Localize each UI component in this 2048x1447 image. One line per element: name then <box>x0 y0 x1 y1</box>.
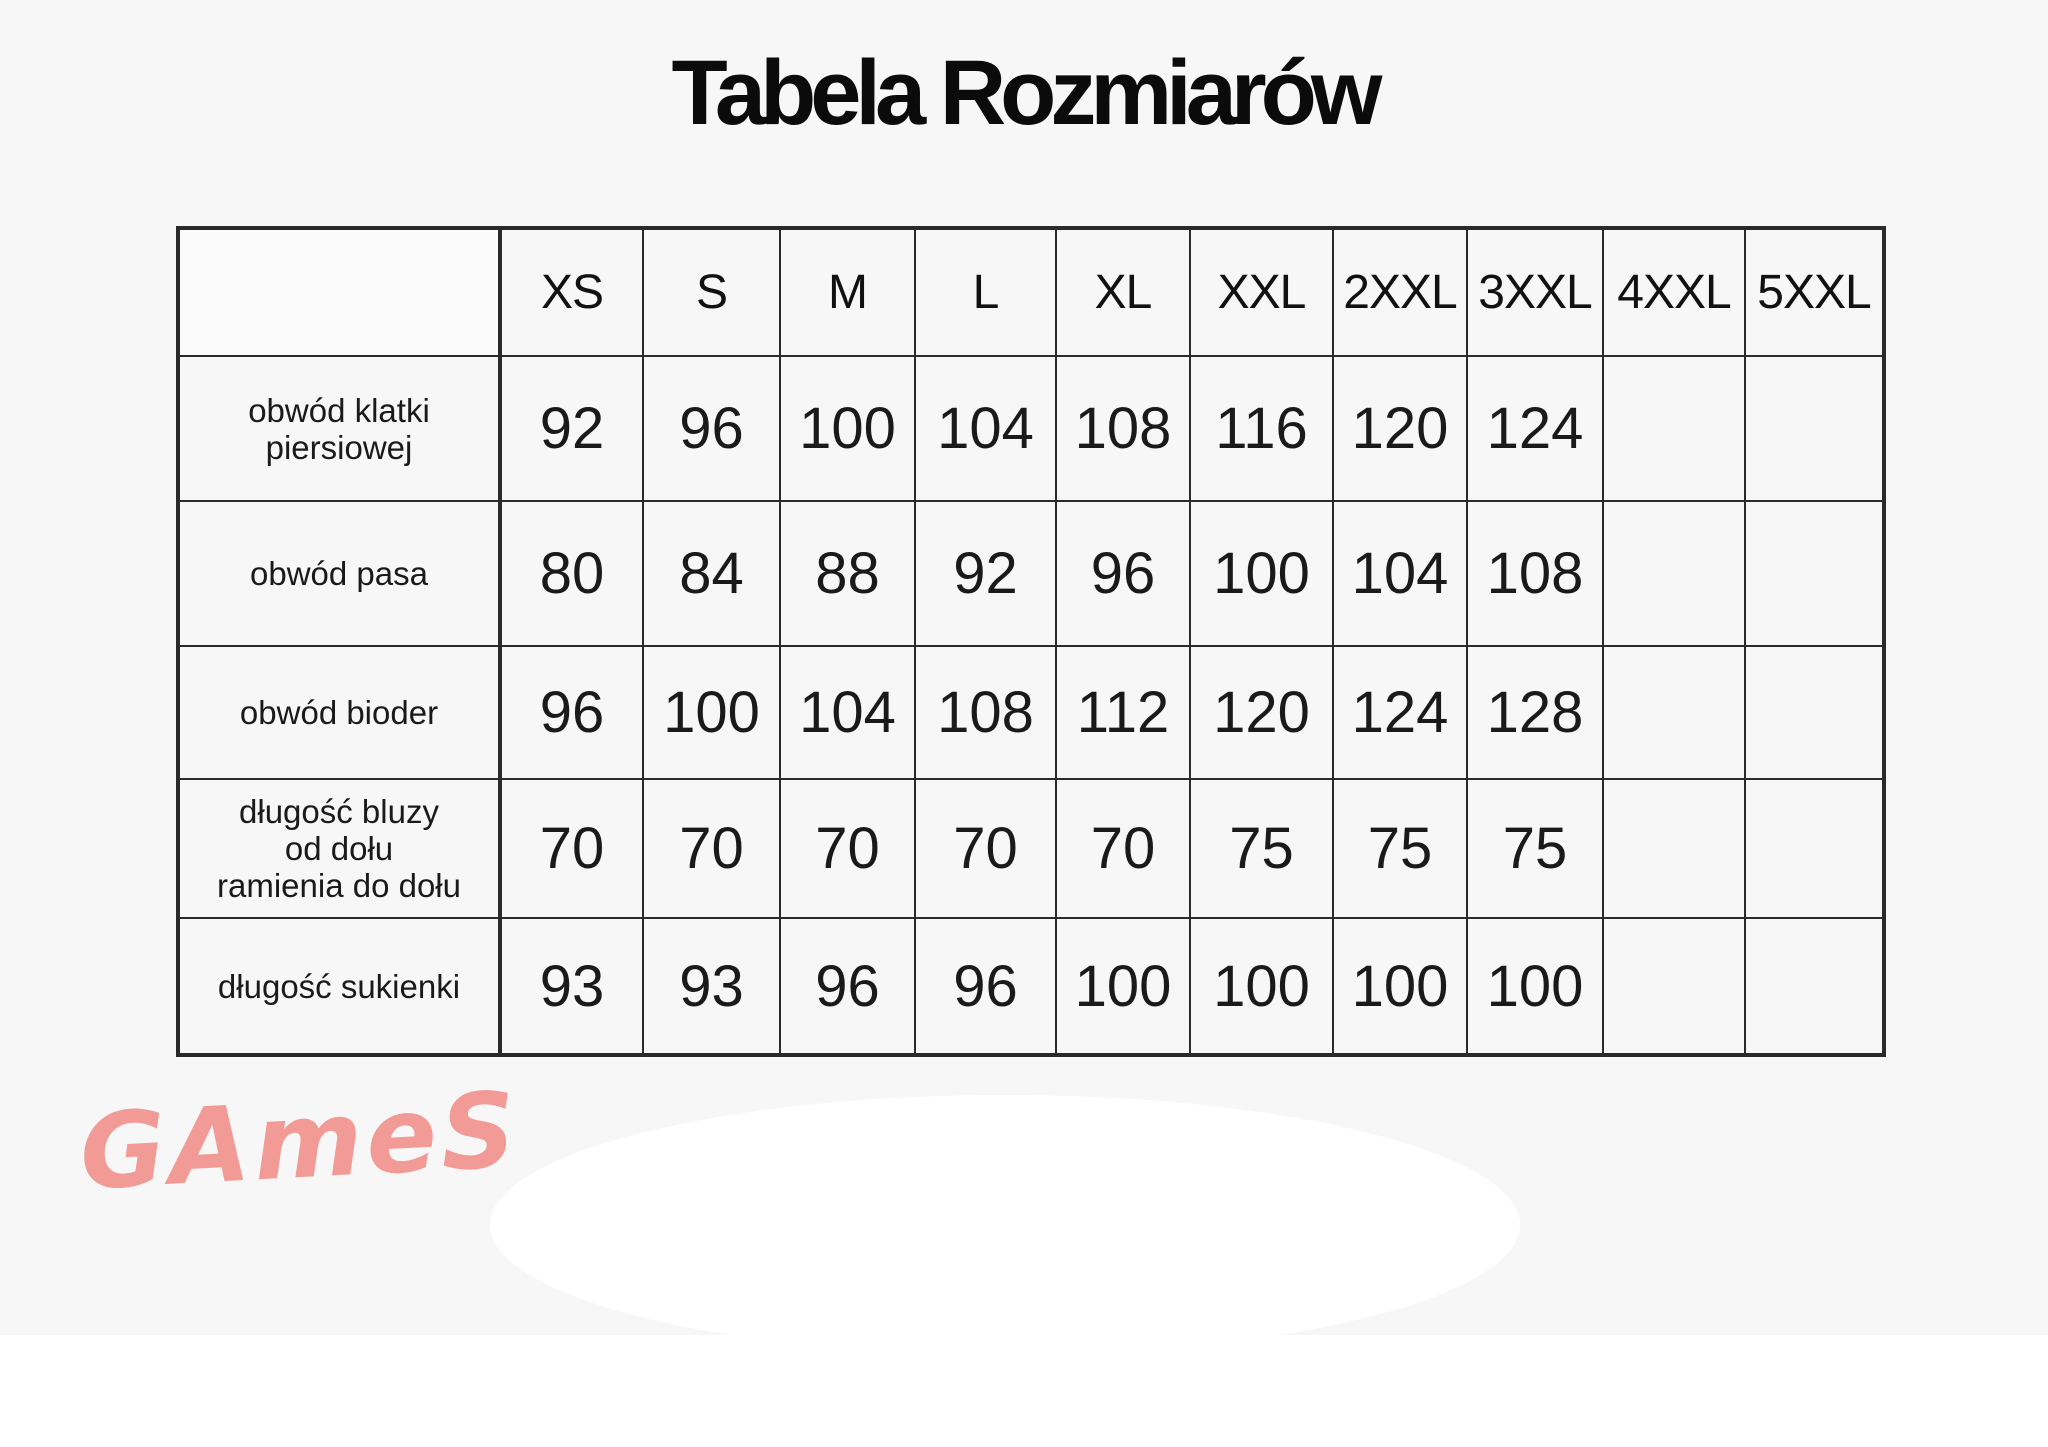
table-row <box>178 356 1884 501</box>
table-cell: 96 <box>780 918 915 1055</box>
table-cell: 100 <box>1333 918 1467 1055</box>
table-cell: 120 <box>1333 356 1467 501</box>
table-cell <box>1603 501 1745 646</box>
row-label-chest: obwód klatki piersiowej <box>178 356 500 501</box>
watermark-logo: GAmeS <box>77 1068 523 1214</box>
table-row <box>178 646 1884 779</box>
table-cell: 70 <box>500 779 643 918</box>
row-label-hips: obwód bioder <box>178 646 500 779</box>
table-cell: 93 <box>500 918 643 1055</box>
table-row <box>178 501 1884 646</box>
table-cell: 96 <box>500 646 643 779</box>
table-cell <box>1745 501 1884 646</box>
table-cell: 88 <box>780 501 915 646</box>
table-cell <box>1603 918 1745 1055</box>
page-title: Tabela Rozmiarów <box>671 42 1377 144</box>
table-cell: 92 <box>500 356 643 501</box>
size-chart-table <box>176 226 1886 1057</box>
table-cell: 108 <box>1056 356 1190 501</box>
table-cell: 100 <box>780 356 915 501</box>
table-cell: 104 <box>1333 501 1467 646</box>
table-cell <box>1745 779 1884 918</box>
table-cell: 92 <box>915 501 1056 646</box>
table-cell: 80 <box>500 501 643 646</box>
table-cell: 75 <box>1190 779 1333 918</box>
table-cell: 124 <box>1467 356 1603 501</box>
table-cell: 108 <box>915 646 1056 779</box>
size-header-m: M <box>780 228 915 356</box>
table-cell: 116 <box>1190 356 1333 501</box>
size-header-5xxl: 5XXL <box>1745 228 1884 356</box>
white-blot <box>490 1095 1520 1355</box>
size-header-l: L <box>915 228 1056 356</box>
table-cell <box>1745 646 1884 779</box>
table-cell: 70 <box>915 779 1056 918</box>
size-header-s: S <box>643 228 780 356</box>
table-cell <box>1745 918 1884 1055</box>
table-row <box>178 918 1884 1055</box>
table-cell: 104 <box>915 356 1056 501</box>
table-cell: 93 <box>643 918 780 1055</box>
table-cell: 70 <box>1056 779 1190 918</box>
size-header-4xxl: 4XXL <box>1603 228 1745 356</box>
table-cell <box>1745 356 1884 501</box>
table-cell: 96 <box>915 918 1056 1055</box>
table-cell: 84 <box>643 501 780 646</box>
row-label-sweatshirt-length: długość bluzy od dołu ramienia do dołu <box>178 779 500 918</box>
table-cell: 100 <box>1467 918 1603 1055</box>
table-cell: 128 <box>1467 646 1603 779</box>
table-row <box>178 779 1884 918</box>
table-cell <box>1603 356 1745 501</box>
table-cell: 75 <box>1467 779 1603 918</box>
table-cell: 100 <box>1056 918 1190 1055</box>
table-cell: 108 <box>1467 501 1603 646</box>
table-cell: 70 <box>780 779 915 918</box>
size-header-xs: XS <box>500 228 643 356</box>
table-cell: 112 <box>1056 646 1190 779</box>
row-label-waist: obwód pasa <box>178 501 500 646</box>
table-cell: 120 <box>1190 646 1333 779</box>
table-cell: 70 <box>643 779 780 918</box>
corner-cell <box>178 228 500 356</box>
table-cell <box>1603 779 1745 918</box>
size-header-xxl: XXL <box>1190 228 1333 356</box>
size-header-xl: XL <box>1056 228 1190 356</box>
size-header-row <box>178 228 1884 356</box>
table-cell: 124 <box>1333 646 1467 779</box>
size-header-3xxl: 3XXL <box>1467 228 1603 356</box>
table-cell: 100 <box>643 646 780 779</box>
table-cell: 96 <box>643 356 780 501</box>
table-cell: 100 <box>1190 918 1333 1055</box>
table-cell: 96 <box>1056 501 1190 646</box>
table-cell: 104 <box>780 646 915 779</box>
table-cell: 100 <box>1190 501 1333 646</box>
size-header-2xxl: 2XXL <box>1333 228 1467 356</box>
table-cell: 75 <box>1333 779 1467 918</box>
table-cell <box>1603 646 1745 779</box>
row-label-dress-length: długość sukienki <box>178 918 500 1055</box>
